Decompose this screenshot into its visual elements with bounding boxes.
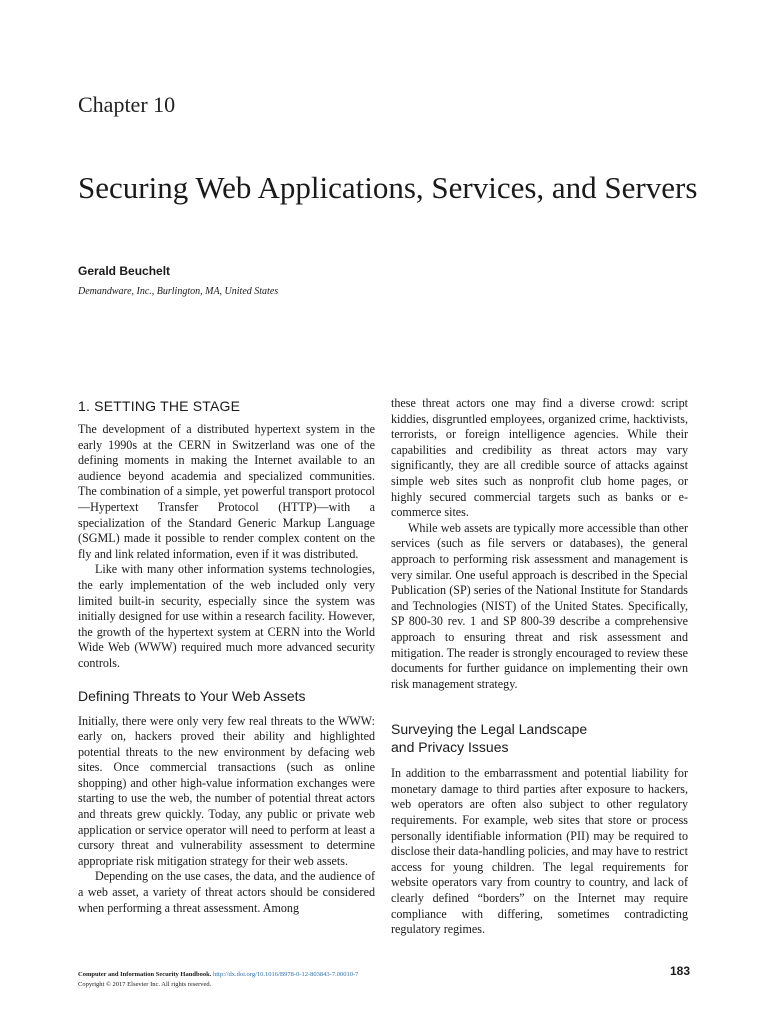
footer bbox=[78, 970, 358, 990]
chapter-title: Securing Web Applications, Services, and Servers bbox=[78, 170, 698, 205]
subsection-heading-line: Surveying the Legal Landscape bbox=[391, 721, 588, 738]
copyright-notice: Copyright © 2017 Elsevier Inc. All rights reserved. bbox=[78, 981, 212, 988]
paragraph: In addition to the embarrassment and potential liability for monetary damage to third parties after exposure to hackers, web operators are often also subject to other regulatory requirements. For example, web sites that store or process personally identifiable information (PII) may be required to disclose their data-handling policies, and may have to restrict access for young children. The legal requirements for website operators vary from country to country, and lack of clearly defined “borders” on the Internet may require compliance with differing, sometimes contradicting regulatory regimes. bbox=[391, 766, 688, 937]
subsection-heading-line: and Privacy Issues bbox=[391, 739, 509, 756]
paragraph: Initially, there were only very few real threats to the WWW: early on, hackers proved their ability and highlighted potential threats to the new environment by defacing web sites. Once commercial transactions (such as online shopping) and other high-value information exchanges were starting to use the web, the number of potential threat actors and threats grew quickly. Today, any public or private web application or service operator will need to perform at least a cursory threat and vulnerability assessment to determine appropriate risk mitigation strategy for their web assets. bbox=[78, 713, 375, 868]
doi-link[interactable]: http://dx.doi.org/10.1016/B978-0-12-803843-7.00010-7 bbox=[212, 971, 359, 978]
section-heading: 1. SETTING THE STAGE bbox=[78, 398, 241, 414]
author-name: Gerald Beuchelt bbox=[78, 264, 171, 278]
page-number: 183 bbox=[669, 964, 690, 978]
subsection-heading: Defining Threats to Your Web Assets bbox=[78, 687, 306, 704]
left-column bbox=[78, 396, 375, 916]
right-column bbox=[391, 396, 688, 938]
paragraph: these threat actors one may find a diverse crowd: script kiddies, disgruntled employees, organized crime, hacktivists, terrorists, or foreign intelligence agencies. While their capabilities and credibility as threat actors may vary significantly, they are all credible source of attacks against simple web sites such as nonprofit club home pages, or highly secured commercial targets such as banks or e-commerce sites. bbox=[391, 396, 688, 520]
paragraph: Like with many other information systems technologies, the early implementation of the web included only very limited built-in security, especially since the system was initially designed for use within a research facility. However, the growth of the hypertext system at CERN into the World Wide Web (WWW) required much more advanced security controls. bbox=[78, 562, 375, 670]
subsection-heading bbox=[391, 720, 688, 756]
paragraph: While web assets are typically more accessible than other services (such as file servers or databases), the general approach to performing risk assessment and management is very similar. One useful approach is described in the Special Publication (SP) series of the National Institute for Standards and Technologies (NIST) of the United States. Specifically, SP 800-30 rev. 1 and SP 800-39 describe a comprehensive approach to ensuring threat and risk assessment and mitigation. The reader is strongly encouraged to review these documents for further guidance on implementing their own risk management strategy. bbox=[391, 520, 688, 691]
paragraph: The development of a distributed hypertext system in the early 1990s at the CERN in Switzerland was one of the defining moments in making the Internet available to an audience beyond academia and specialized communities. The combination of a simple, yet powerful transport protocol—Hypertext Transfer Protocol (HTTP)—with a specialization of the Standard Generic Markup Language (SGML) made it possible to render complex content on the fly and link related information, even if it was distributed. bbox=[78, 422, 375, 561]
paragraph: Depending on the use cases, the data, and the audience of a web asset, a variety of threat actors should be considered when performing a threat assessment. Among bbox=[78, 869, 375, 915]
book-title: Computer and Information Security Handbook. bbox=[78, 971, 212, 978]
author-affiliation: Demandware, Inc., Burlington, MA, United States bbox=[78, 286, 279, 297]
chapter-label: Chapter 10 bbox=[78, 92, 176, 117]
